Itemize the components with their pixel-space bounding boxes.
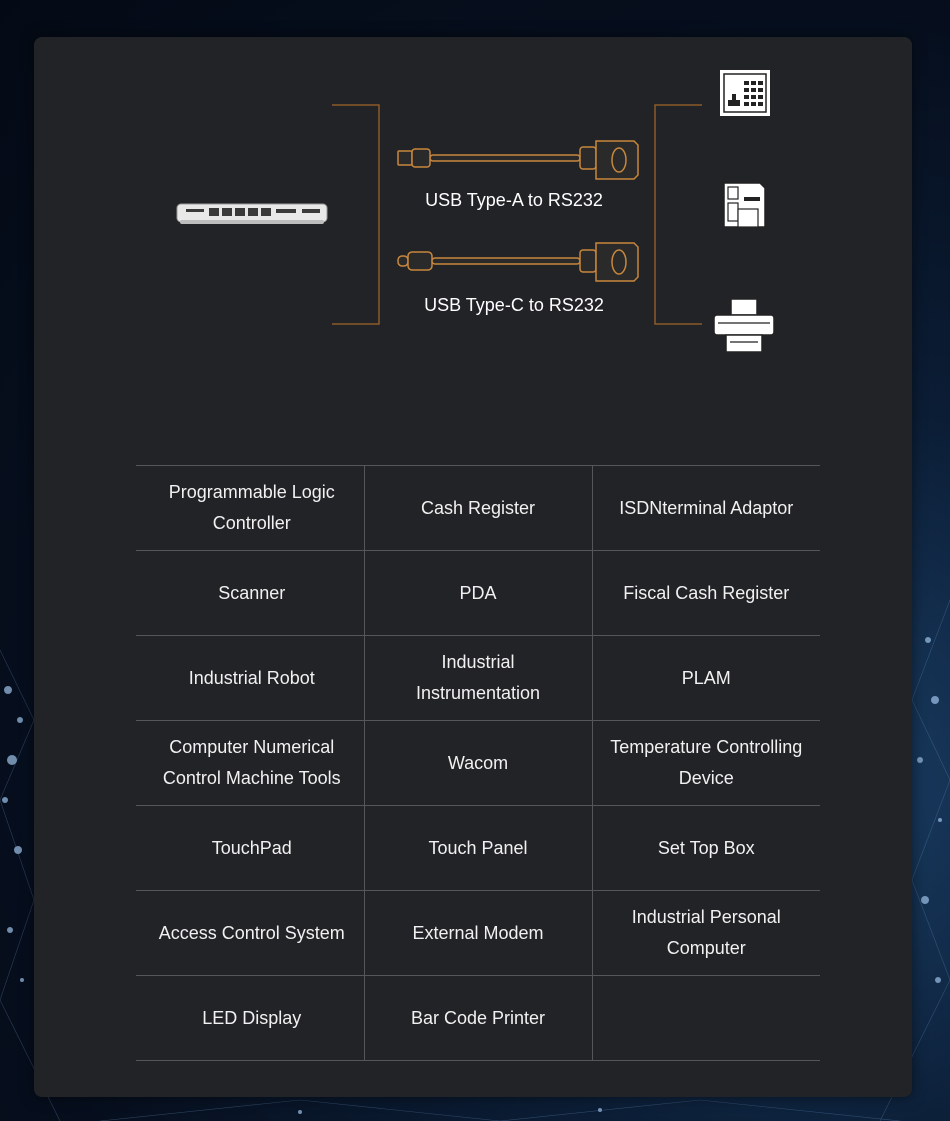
cell-label: Set Top Box: [657, 837, 755, 858]
table-row: [136, 976, 820, 1061]
cell-label: Computer Numerical Control Machine Tools: [162, 737, 341, 788]
cell-label: Wacom: [447, 752, 509, 773]
left-bracket: [332, 105, 379, 324]
table-cell: [364, 891, 592, 976]
table-cell: [592, 976, 820, 1061]
table-cell: [364, 551, 592, 636]
cell-label: PLAM: [681, 667, 731, 688]
usb-a-to-db9-cable-icon: [398, 141, 638, 179]
mini-pc-icon: [177, 204, 327, 224]
usb-c-to-db9-cable-icon: [398, 243, 638, 281]
table-cell: [364, 976, 592, 1061]
table-cell: [136, 551, 364, 636]
cell-label: Industrial Personal Computer: [631, 907, 781, 958]
cell-label: Bar Code Printer: [410, 1007, 546, 1028]
cell-label: PDA: [459, 582, 497, 603]
content-panel: [34, 37, 912, 1097]
table-cell: [136, 976, 364, 1061]
compatible-devices-table: [136, 465, 820, 1061]
table-row: [136, 891, 820, 976]
cell-label: Programmable Logic Controller: [168, 482, 335, 533]
table-row: [136, 806, 820, 891]
table-cell: [592, 551, 820, 636]
table-cell: [136, 891, 364, 976]
table-row: [136, 721, 820, 806]
table-cell: [592, 891, 820, 976]
cell-label: Access Control System: [158, 922, 345, 943]
table-cell: [364, 806, 592, 891]
table-cell: [592, 721, 820, 806]
table-cell: [592, 466, 820, 551]
cell-label: External Modem: [412, 922, 544, 943]
cash-register-keypad-icon: [720, 70, 770, 116]
table-cell: [136, 466, 364, 551]
connection-diagram: [34, 37, 912, 417]
table-cell: [364, 466, 592, 551]
table-cell: [136, 636, 364, 721]
cell-label: Scanner: [218, 582, 286, 603]
cell-label: Industrial Instrumentation: [415, 652, 541, 703]
cell-label: ISDNterminal Adaptor: [619, 497, 794, 518]
table-row: [136, 466, 820, 551]
table-row: [136, 551, 820, 636]
table-row: [136, 636, 820, 721]
cell-label: Touch Panel: [428, 837, 528, 858]
cell-label: Temperature Controlling Device: [610, 737, 803, 788]
table-cell: [364, 636, 592, 721]
cable-c-label: USB Type-C to RS232: [424, 295, 604, 315]
table-cell: [592, 636, 820, 721]
barcode-printer-icon: [724, 183, 765, 227]
cable-a-label: USB Type-A to RS232: [425, 190, 603, 210]
cell-label: Industrial Robot: [188, 667, 315, 688]
table-cell: [592, 806, 820, 891]
cell-label: Cash Register: [420, 497, 536, 518]
printer-icon: [714, 299, 774, 352]
cell-label: TouchPad: [211, 837, 292, 858]
cell-label: Fiscal Cash Register: [623, 582, 790, 603]
table-cell: [364, 721, 592, 806]
table-cell: [136, 806, 364, 891]
table-cell: [136, 721, 364, 806]
cell-label: LED Display: [202, 1007, 302, 1028]
right-bracket: [655, 105, 702, 324]
